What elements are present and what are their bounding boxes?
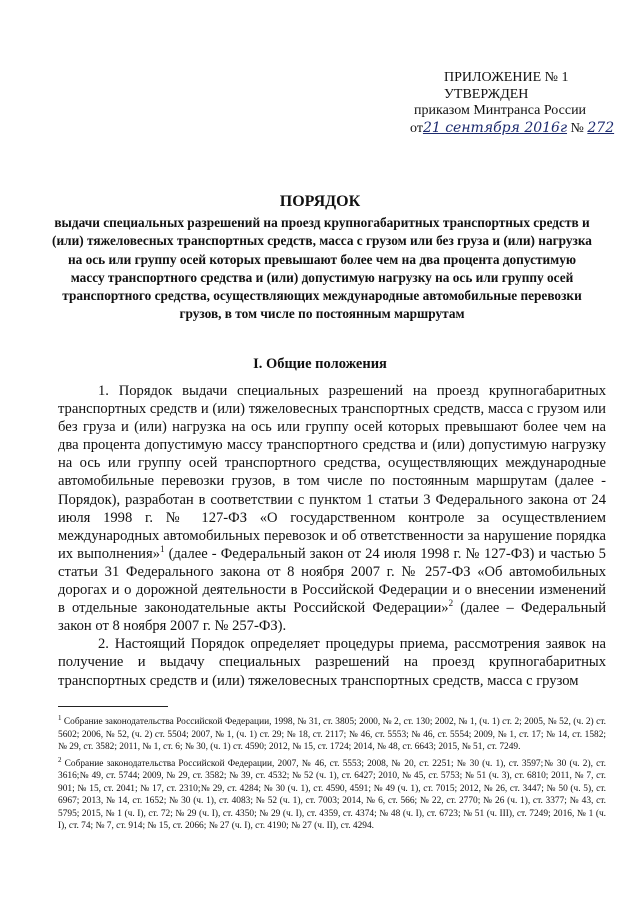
order-date-line (410, 119, 615, 138)
paragraph-1 (58, 382, 606, 635)
document-subtitle: выдачи специальных разрешений на проезд крупногабаритных транспортных средств и (или) тяжеловесных транспортных средств, масса с грузом или без груза и (или) нагрузка на ось или группу осей которых превышают более чем на два процента допустимую массу транспортного средства и (или) допустимую нагрузку на ось или группу осей транспортного средства, осуществляющих международные автомобильные перевозки грузов, в том числе по постоянным маршрутам (52, 215, 592, 322)
paragraph-1-text-b: (далее - Федеральный закон от 24 июля 1998 г. № 127-ФЗ) и частью 5 статьи 31 Федерального закона от 8 ноября 2007 г. № 257-ФЗ «Об автомобильных дорогах и о дорожной деятельности в Российской Федерации и о внесении изменений в отдельные законодательные акты Российской Федерации» (58, 545, 606, 617)
approved-label: УТВЕРЖДЕН (444, 86, 529, 102)
appendix-label: ПРИЛОЖЕНИЕ № 1 (444, 70, 569, 85)
section-heading: I. Общие положения (253, 356, 387, 372)
footnote-1-text: Собрание законодательства Российской Федерации, 1998, № 31, ст. 3805; 2000, № 2, ст. 130; 2002, № 1, (ч. 1) ст. 2; 2005, № 52, (ч. 2) ст. 5602; 2006, № 52, (ч. 2) ст. 5504; 2007, № 1, (ч. 1) ст. 29; № 18, ст. 2117; № 46, ст. 5553; № 46, ст. 5554; 2009, № 1, ст. 17; № 14, ст. 1582; № 29, ст. 3582; 2011, № 1, ст. 6; № 30, (ч. 1) ст. 4590; 2012, № 15, ст. 1724; 2014, № 48, ст. 6643; 2015, № 51, ст. 7249. (58, 717, 606, 753)
paragraph-1-text-a: 1. Порядок выдачи специальных разрешений на проезд крупногабаритных транспортных средств и (или) тяжеловесных транспортных средств, масса с грузом или без груза и (или) нагрузка на ось или группу осей которых превышают более чем на два процента допустимую массу транспортного средства и (или) допустимую нагрузку на ось или группу осей транспортного средства, осуществляющих международные автомобильные перевозки грузов, в том числе по постоянным маршрутам (далее - Порядок), разработан в соответствии с пунктом 1 статьи 3 Федерального закона от 24 июля 1998 г. № 127-ФЗ «О государственном контроле за осуществлением международных автомобильных перевозок и об ответственности за нарушение порядка их выполнения» (58, 383, 606, 562)
approval-block (410, 70, 615, 137)
footnote-2-mark: 2 (58, 755, 62, 764)
document-body (58, 382, 606, 690)
handwritten-order-number: 272 (587, 119, 615, 136)
footnote-1-mark: 1 (58, 714, 62, 722)
footnote-1 (58, 712, 606, 754)
order-issuer: приказом Минтранса России (414, 103, 587, 118)
number-prefix: № (570, 120, 584, 136)
document-title: ПОРЯДОК (279, 193, 361, 210)
footnote-2-text: Собрание законодательства Российской Федерации, 2007, № 46, ст. 5553; 2008, № 20, ст. 2251; № 30 (ч. 1), ст. 3597;№ 30 (ч. 2), ст. 3616;№ 49, ст. 5744; 2009, № 29, ст. 3582; № 39, ст. 4532; № 52 (ч. 1), ст. 6427; 2010, № 45, ст. 5753; № 51 (ч. 3), ст. 6810; 2011, № 7, ст. 901; № 15, ст. 2041; № 17, ст. 2310;№ 29, ст. 4284; № 30 (ч. 1), ст. 4590, 4591; № 49 (ч. 1), ст. 7015; 2012, № 26, ст. 3447; № 50 (ч. 5), ст. 6967; 2013, № 14, ст. 1652; № 30 (ч. 1), ст. 4083; № 52 (ч. 1), ст. 7003; 2014, № 6, ст. 566; № 22, ст. 2770; № 26 (ч. 1), ст. 3377; № 43, ст. 5795; 2015, № 1 (ч. I), ст. 72; № 29 (ч. I), ст. 4350; № 29 (ч. I), ст. 4359, ст. 4374; № 48 (ч. I), ст. 6723; № 51 (ч. III), ст. 7249; 2016, № 1 (ч. I), ст. 74; № 7, ст. 914; № 15, ст. 2066; № 27 (ч. I), ст. 4190; № 27 (ч. II), ст. 4294. (58, 758, 606, 832)
footnotes (58, 712, 606, 833)
footnote-separator (58, 706, 168, 707)
footnote-ref-1: 1 (160, 543, 165, 554)
date-prefix: от (410, 120, 423, 136)
footnote-2 (58, 754, 606, 833)
footnote-ref-2: 2 (448, 598, 454, 609)
paragraph-1-text-c: (далее – Федеральный закон от 8 ноября 2007 г. № 257-ФЗ). (58, 600, 606, 635)
handwritten-date: 21 сентября 2016г (422, 119, 568, 136)
paragraph-2: 2. Настоящий Порядок определяет процедуры приема, рассмотрения заявок на получение и выдачу специальных разрешений на проезд крупногабаритных транспортных средств и (или) тяжеловесных транспортных средств, масса с грузом (58, 636, 606, 689)
